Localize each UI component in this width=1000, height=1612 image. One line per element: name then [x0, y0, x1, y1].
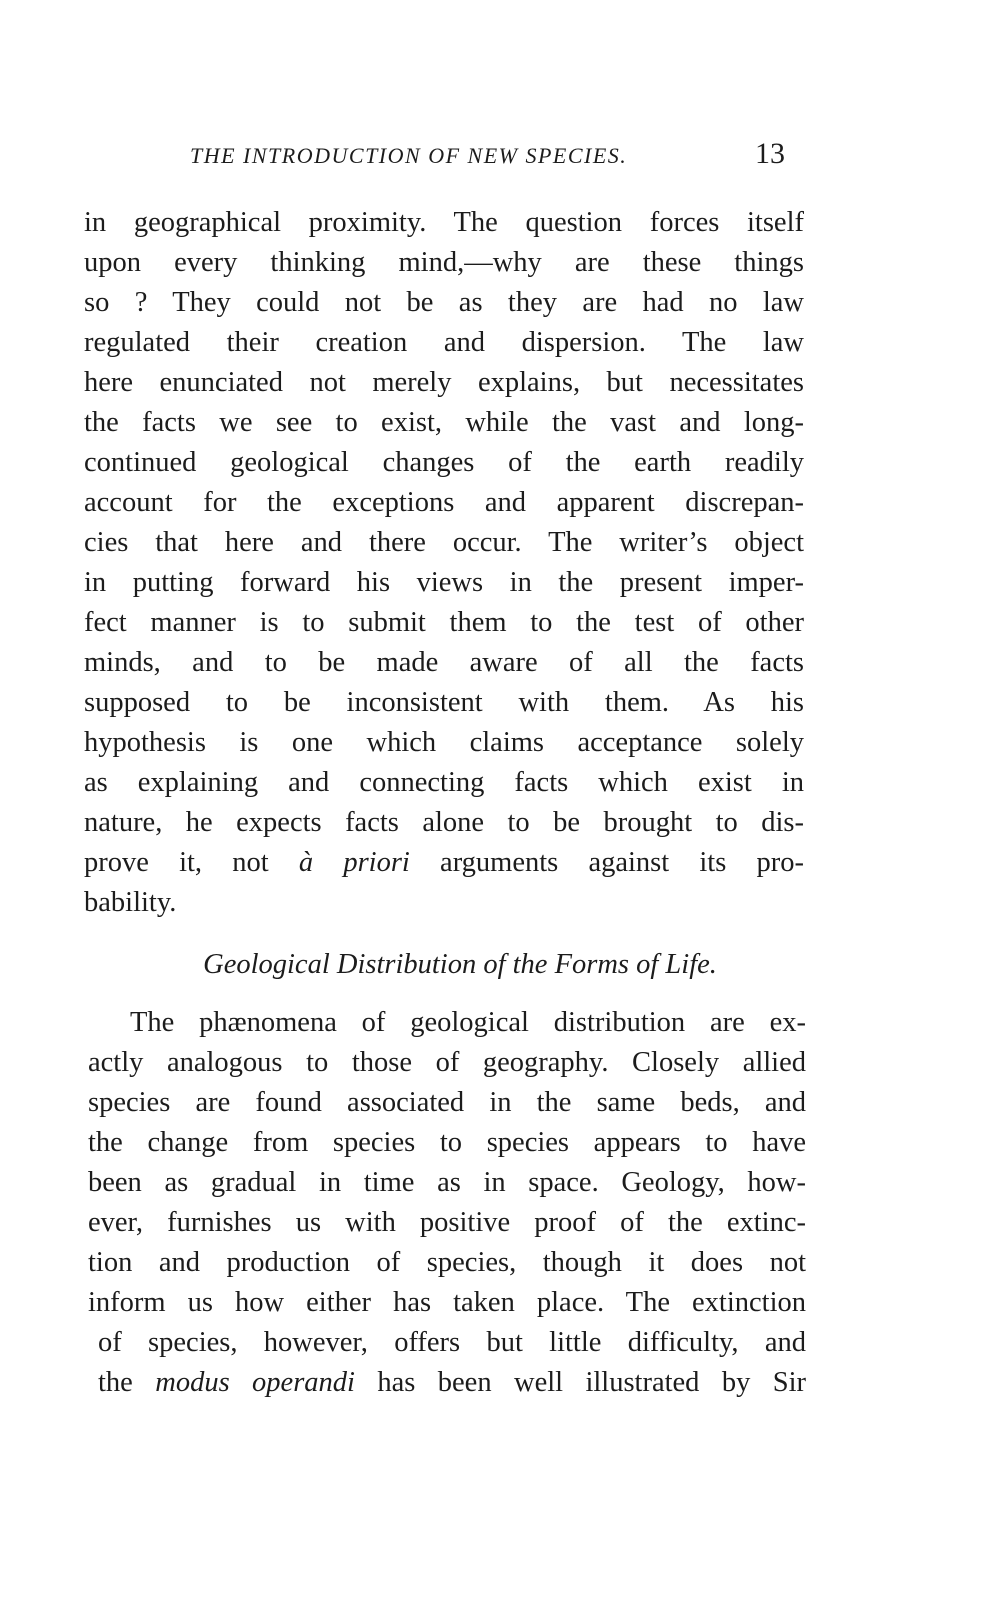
italic-phrase-a-priori: à priori [298, 847, 410, 878]
text-line: regulated their creation and dispersion. The law [84, 327, 804, 358]
text-line-mixed [98, 1363, 806, 1403]
text-line: supposed to be inconsistent with them. As his [84, 687, 804, 718]
text-line: minds, and to be made aware of all the facts [84, 647, 804, 678]
text-line: in geographical proximity. The question forces itself [84, 207, 804, 238]
text-line: so ? They could not be as they are had no law [84, 287, 804, 318]
text-line: in putting forward his views in the present imper- [84, 567, 804, 598]
text-line: inform us how either has taken place. The extinction [88, 1287, 806, 1318]
running-title: THE INTRODUCTION OF NEW SPECIES. [190, 143, 628, 168]
text-run: has been well illustrated by Sir [354, 1367, 806, 1398]
text-line: hypothesis is one which claims acceptance solely [84, 727, 804, 758]
text-run: the [98, 1367, 156, 1398]
text-line: the change from species to species appears to have [88, 1127, 806, 1158]
page-number: 13 [755, 137, 785, 170]
text-run: prove it, not [84, 847, 299, 878]
text-line-mixed [84, 843, 804, 883]
text-line: nature, he expects facts alone to be brought to dis- [84, 807, 804, 838]
paragraph-2 [88, 1003, 806, 1323]
paragraph-2-continued [98, 1323, 806, 1403]
text-line: cies that here and there occur. The writer’s object [84, 527, 804, 558]
text-line: as explaining and connecting facts which exist in [84, 767, 804, 798]
text-line: the facts we see to exist, while the vast and long- [84, 407, 804, 438]
text-line: account for the exceptions and apparent discrepan- [84, 487, 804, 518]
section-heading: Geological Distribution of the Forms of Life. [203, 949, 717, 980]
text-line: bability. [84, 887, 177, 918]
text-line: actly analogous to those of geography. Closely allied [88, 1047, 806, 1078]
text-line: here enunciated not merely explains, but necessitates [84, 367, 804, 398]
text-line: been as gradual in time as in space. Geology, how- [88, 1167, 806, 1198]
text-line: tion and production of species, though it does not [88, 1247, 806, 1278]
text-line: of species, however, offers but little difficulty, and [98, 1327, 806, 1358]
text-line: continued geological changes of the earth readily [84, 447, 804, 478]
text-line: upon every thinking mind,—why are these things [84, 247, 804, 278]
paragraph-1 [84, 203, 804, 923]
italic-phrase-modus-operandi: modus operandi [155, 1367, 355, 1398]
text-line: fect manner is to submit them to the test of other [84, 607, 804, 638]
text-line: ever, furnishes us with positive proof of the extinc- [88, 1207, 806, 1238]
text-run: arguments against its pro- [409, 847, 804, 878]
text-line: The phænomena of geological distribution are ex- [130, 1007, 806, 1038]
text-line: species are found associated in the same beds, and [88, 1087, 806, 1118]
